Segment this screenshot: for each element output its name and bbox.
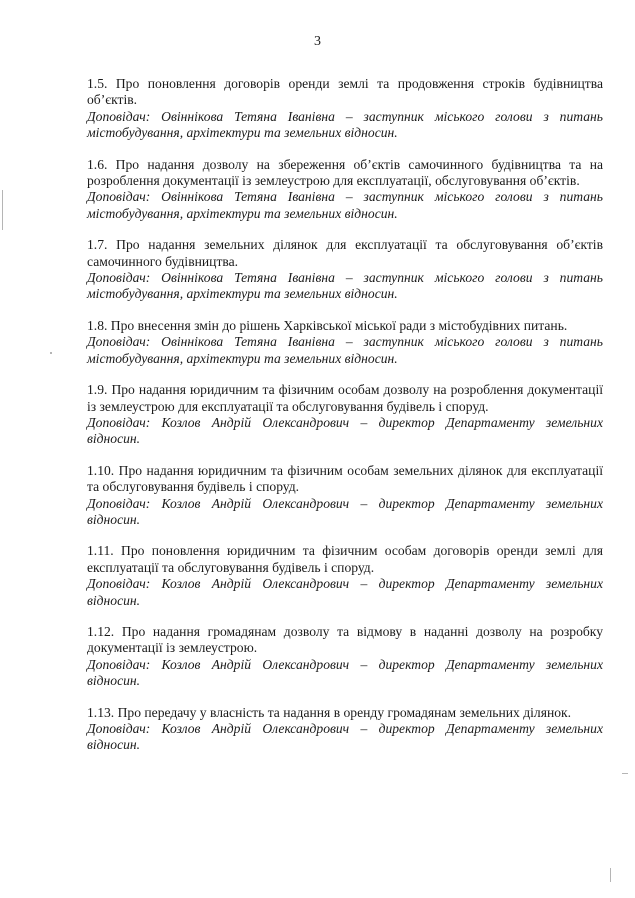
agenda-item-title: 1.13. Про передачу у власність та надання в оренду громадянам земельних ділянок. — [87, 704, 572, 720]
agenda-item-1-12 — [87, 624, 603, 690]
scan-artifact — [2, 190, 3, 230]
speaker-label: Доповідач: — [87, 334, 151, 350]
agenda-item-title: 1.11. Про поновлення юридичним та фізичним особам договорів оренди землі для експлуатації та обслуговування будівель і споруд. — [87, 543, 603, 575]
speaker-text: Овіннікова Тетяна Іванівна – заступник міського голови з питань містобудування, архітектури та земельних відносин. — [87, 270, 603, 302]
agenda-item-speaker — [87, 270, 603, 303]
scan-artifact — [610, 868, 611, 882]
agenda-item-speaker — [87, 109, 603, 142]
speaker-text: Козлов Андрій Олександрович – директор Департаменту земельних відносин. — [87, 495, 603, 527]
page-number: 3 — [314, 34, 321, 49]
agenda-item-speaker — [87, 415, 603, 448]
speaker-text: Козлов Андрій Олександрович – директор Департаменту земельних відносин. — [87, 721, 603, 753]
speaker-text: Овіннікова Тетяна Іванівна – заступник міського голови з питань містобудування, архітектури та земельних відносин. — [87, 108, 603, 141]
speaker-label: Доповідач: — [87, 108, 151, 124]
speaker-label: Доповідач: — [87, 495, 151, 511]
agenda-item-1-10 — [87, 463, 603, 529]
agenda-item-title: 1.10. Про надання юридичним та фізичним особам земельних ділянок для експлуатації та обслуговування будівель і споруд. — [87, 462, 603, 495]
agenda-item-1-6 — [87, 157, 603, 223]
speaker-label: Доповідач: — [87, 414, 151, 430]
agenda-item-title: 1.7. Про надання земельних ділянок для експлуатації та обслуговування об’єктів самочинного будівництва. — [87, 237, 603, 269]
agenda-item-1-7 — [87, 237, 603, 303]
speaker-label: Доповідач: — [87, 576, 151, 592]
agenda-item-title: 1.5. Про поновлення договорів оренди землі та продовження строків будівництва об’єктів. — [87, 76, 603, 108]
speaker-text: Козлов Андрій Олександрович – директор Департаменту земельних відносин. — [87, 576, 603, 608]
speaker-label: Доповідач: — [87, 270, 151, 286]
speaker-text: Овіннікова Тетяна Іванівна – заступник міського голови з питань містобудування, архітектури та земельних відносин. — [87, 189, 603, 221]
agenda-item-speaker — [87, 721, 603, 754]
agenda-item-speaker — [87, 657, 603, 690]
agenda-item-speaker — [87, 576, 603, 609]
scan-artifact — [50, 352, 52, 354]
agenda-item-1-5 — [87, 76, 603, 142]
speaker-text: Козлов Андрій Олександрович – директор Департаменту земельних відносин. — [87, 414, 603, 447]
agenda-item-title: 1.8. Про внесення змін до рішень Харківської міської ради з містобудівних питань. — [87, 317, 568, 333]
agenda-item-title: 1.9. Про надання юридичним та фізичним особам дозволу на розроблення документації із землеустрою для експлуатації та обслуговування будівель і споруд. — [87, 382, 603, 414]
speaker-label: Доповідач: — [87, 656, 151, 672]
agenda-item-speaker — [87, 189, 603, 222]
speaker-label: Доповідач: — [87, 721, 151, 736]
agenda-item-1-11 — [87, 543, 603, 609]
agenda-list — [87, 76, 603, 769]
agenda-item-title: 1.12. Про надання громадянам дозволу та відмову в наданні дозволу на розробку документації із землеустрою. — [87, 623, 603, 656]
agenda-item-1-13 — [87, 705, 603, 754]
agenda-item-speaker — [87, 496, 603, 529]
speaker-text: Козлов Андрій Олександрович – директор Департаменту земельних відносин. — [87, 656, 603, 689]
scan-artifact — [622, 773, 628, 774]
speaker-text: Овіннікова Тетяна Іванівна – заступник міського голови з питань містобудування, архітектури та земельних відносин. — [87, 334, 603, 366]
speaker-label: Доповідач: — [87, 189, 151, 205]
agenda-item-speaker — [87, 334, 603, 367]
agenda-item-1-8 — [87, 318, 603, 367]
agenda-item-title: 1.6. Про надання дозволу на збереження об’єктів самочинного будівництва та на розроблення документації із землеустрою для експлуатації, обслуговування об’єктів. — [87, 156, 603, 189]
agenda-item-1-9 — [87, 382, 603, 448]
